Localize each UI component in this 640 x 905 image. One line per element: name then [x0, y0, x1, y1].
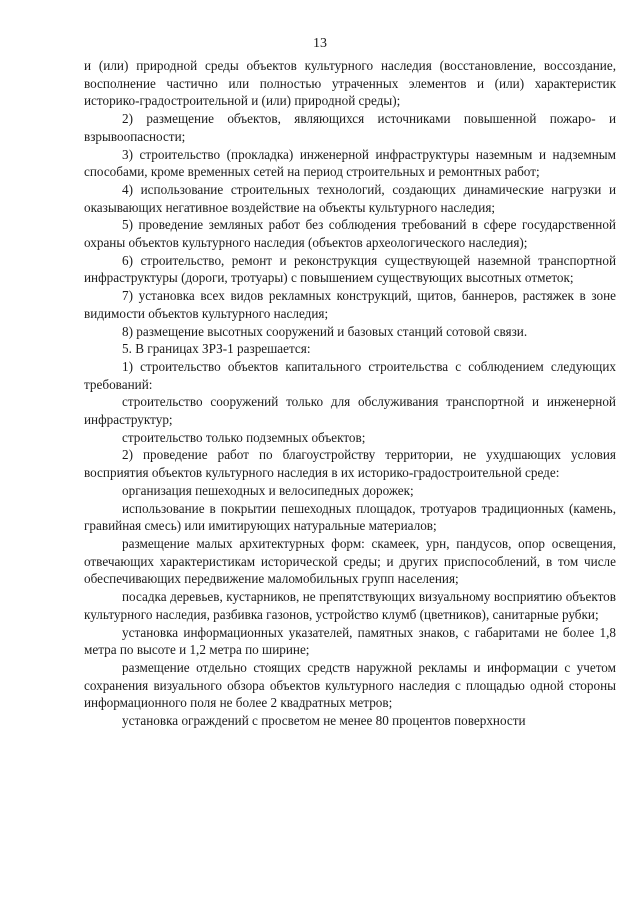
paragraph: 2) размещение объектов, являющихся источниками повышенной пожаро- и взрывоопасности;	[84, 111, 616, 144]
page-number: 13	[313, 36, 327, 51]
paragraph: строительство только подземных объектов;	[122, 429, 366, 445]
paragraph: 1) строительство объектов капитального строительства с соблюдением следующих требований:	[84, 358, 616, 392]
document-body	[84, 57, 616, 730]
paragraph: 2) проведение работ по благоустройству территории, не ухудшающих условия восприятия объектов культурного наследия в их историко-градостроительной среде:	[84, 447, 616, 481]
paragraph: и (или) природной среды объектов культурного наследия (восстановление, воссоздание, восполнение частично или полностью утраченных элементов и (или) характеристик историко-градостроительной и (или) природной среды);	[84, 58, 616, 109]
paragraph: 3) строительство (прокладка) инженерной инфраструктуры наземным и надземным способами, кроме временных сетей на период строительных и ремонтных работ;	[84, 146, 616, 180]
paragraph: 8) размещение высотных сооружений и базовых станций сотовой связи.	[122, 323, 528, 339]
paragraph: строительство сооружений только для обслуживания транспортной и инженерной инфраструктур;	[84, 394, 616, 428]
paragraph: 5) проведение земляных работ без соблюдения требований в сфере государственной охраны объектов культурного наследия (объектов археологического наследия);	[84, 217, 616, 251]
paragraph: 6) строительство, ремонт и реконструкция существующей наземной транспортной инфраструктуры (дороги, тротуары) с повышением существующих высотных отметок;	[84, 252, 616, 286]
paragraph: 4) использование строительных технологий, создающих динамические нагрузки и оказывающих негативное воздействие на объекты культурного наследия;	[84, 181, 616, 215]
paragraph: размещение малых архитектурных форм: скамеек, урн, пандусов, опор освещения, отвечающих характеристикам исторической среды; и других приспособлений, в том числе обеспечивающих передвижение маломобильных групп населения;	[84, 535, 616, 587]
paragraph: использование в покрытии пешеходных площадок, тротуаров традиционных (камень, гравийная смесь) или имитирующих натуральные материалов;	[84, 500, 616, 534]
paragraph: посадка деревьев, кустарников, не препятствующих визуальному восприятию объектов культурного наследия, разбивка газонов, устройство клумб (цветников), санитарные рубки;	[84, 589, 616, 622]
paragraph: 5. В границах ЗРЗ-1 разрешается:	[122, 341, 311, 357]
paragraph: 7) установка всех видов рекламных конструкций, щитов, баннеров, растяжек в зоне видимости объектов культурного наследия;	[84, 288, 616, 321]
paragraph: установка информационных указателей, памятных знаков, с габаритами не более 1,8 метра по высоте и 1,2 метра по ширине;	[84, 624, 616, 658]
paragraph: организация пешеходных и велосипедных дорожек;	[122, 482, 414, 498]
paragraph: установка ограждений с просветом не менее 80 процентов поверхности	[122, 713, 526, 729]
paragraph: размещение отдельно стоящих средств наружной рекламы и информации с учетом сохранения визуального обзора объектов культурного наследия с площадью одной стороны информационного поля не более 2 квадратных метров;	[84, 659, 616, 711]
